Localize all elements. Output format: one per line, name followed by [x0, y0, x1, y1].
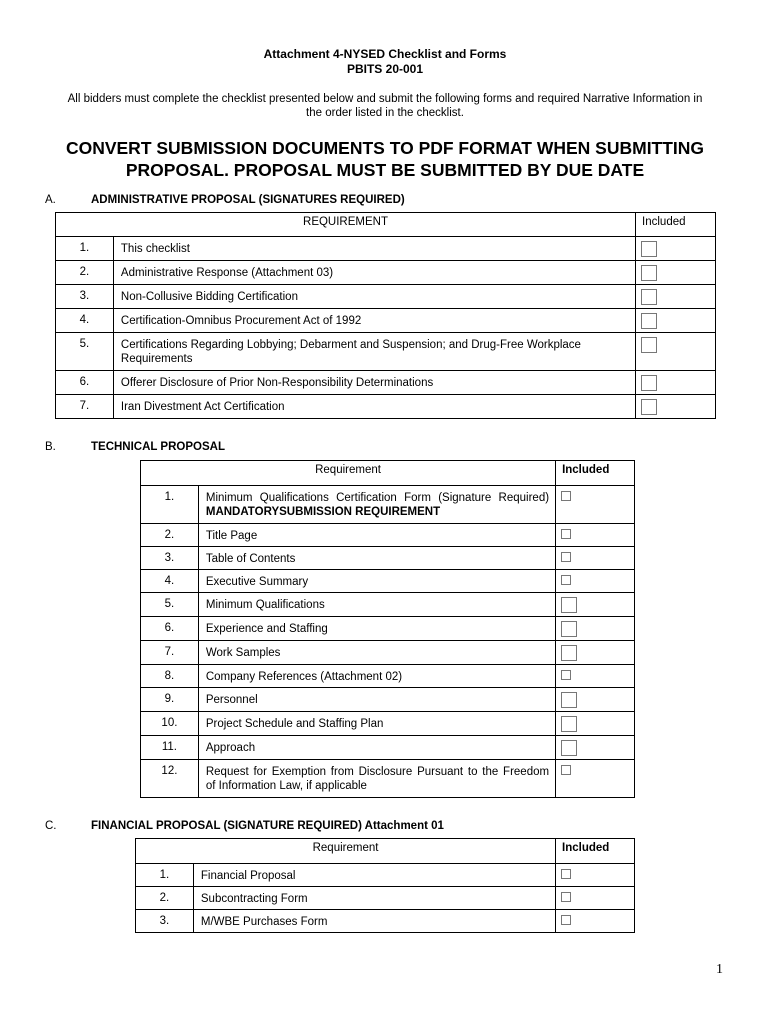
row-requirement: Administrative Response (Attachment 03) [113, 261, 635, 285]
section-a-letter: A. [45, 194, 56, 206]
table-row [56, 285, 716, 309]
table-row [56, 371, 716, 395]
included-checkbox[interactable] [556, 864, 635, 887]
table-row [136, 864, 635, 887]
table-row [141, 547, 635, 570]
included-checkbox[interactable] [636, 237, 716, 261]
row-requirement: Work Samples [198, 641, 555, 665]
checkbox-icon [561, 621, 577, 637]
table-row [56, 237, 716, 261]
checkbox-icon [561, 575, 571, 585]
section-c-letter: C. [45, 820, 57, 832]
row-number: 5. [141, 593, 199, 617]
table-row [141, 524, 635, 547]
checkbox-icon [561, 915, 571, 925]
included-checkbox[interactable] [556, 688, 635, 712]
row-number: 8. [141, 665, 199, 688]
row-number: 3. [136, 910, 194, 933]
row-number: 6. [56, 371, 114, 395]
table-row [141, 641, 635, 665]
table-header-row [136, 839, 635, 864]
checkbox-icon [561, 529, 571, 539]
row-requirement: Non-Collusive Bidding Certification [113, 285, 635, 309]
row-number: 9. [141, 688, 199, 712]
table-row [141, 570, 635, 593]
included-checkbox[interactable] [556, 760, 635, 798]
included-checkbox[interactable] [636, 371, 716, 395]
mandatory-label: MANDATORYSUBMISSION REQUIREMENT [205, 506, 441, 518]
checkbox-icon [561, 597, 577, 613]
row-requirement: M/WBE Purchases Form [193, 910, 555, 933]
included-column-header: Included [636, 213, 716, 237]
section-b-title: TECHNICAL PROPOSAL [91, 441, 225, 453]
requirement-column-header: Requirement [136, 839, 556, 864]
requirement-column-header: REQUIREMENT [56, 213, 636, 237]
table-row [141, 712, 635, 736]
included-checkbox[interactable] [556, 736, 635, 760]
included-column-header: Included [556, 461, 635, 486]
included-checkbox[interactable] [636, 285, 716, 309]
included-checkbox[interactable] [556, 887, 635, 910]
row-number: 1. [136, 864, 194, 887]
checkbox-icon [561, 892, 571, 902]
pdf-format-banner: CONVERT SUBMISSION DOCUMENTS TO PDF FORMAT WHEN SUBMITTING PROPOSAL. PROPOSAL MUST BE SUBMITTED BY DUE DATE [65, 138, 705, 180]
checkbox-icon [561, 765, 571, 775]
row-number: 6. [141, 617, 199, 641]
checkbox-icon [561, 869, 571, 879]
included-checkbox[interactable] [556, 712, 635, 736]
checkbox-icon [561, 716, 577, 732]
table-row [141, 736, 635, 760]
included-checkbox[interactable] [556, 593, 635, 617]
row-requirement: Table of Contents [198, 547, 555, 570]
table-row [141, 688, 635, 712]
row-number: 2. [136, 887, 194, 910]
row-number: 11. [141, 736, 199, 760]
included-column-header: Included [556, 839, 635, 864]
row-requirement [198, 486, 555, 524]
checkbox-icon [641, 375, 657, 391]
row-requirement: Offerer Disclosure of Prior Non-Responsibility Determinations [113, 371, 635, 395]
row-requirement: Personnel [198, 688, 555, 712]
included-checkbox[interactable] [556, 486, 635, 524]
row-requirement: Request for Exemption from Disclosure Pursuant to the Freedom of Information Law, if applicable [198, 760, 555, 798]
checkbox-icon [641, 265, 657, 281]
row-number: 12. [141, 760, 199, 798]
row-number: 7. [56, 395, 114, 419]
row-requirement: Certifications Regarding Lobbying; Debarment and Suspension; and Drug-Free Workplace Requirements [113, 333, 635, 371]
checkbox-icon [561, 692, 577, 708]
row-requirement: Company References (Attachment 02) [198, 665, 555, 688]
included-checkbox[interactable] [556, 524, 635, 547]
row-requirement: Subcontracting Form [193, 887, 555, 910]
row-number: 7. [141, 641, 199, 665]
table-row [141, 665, 635, 688]
checkbox-icon [561, 491, 571, 501]
row-number: 3. [141, 547, 199, 570]
included-checkbox[interactable] [636, 261, 716, 285]
financial-checklist-table [135, 838, 635, 933]
table-header-row [141, 461, 635, 486]
row-requirement: Project Schedule and Staffing Plan [198, 712, 555, 736]
checkbox-icon [561, 552, 571, 562]
included-checkbox[interactable] [556, 910, 635, 933]
table-row [141, 617, 635, 641]
row-requirement: This checklist [113, 237, 635, 261]
technical-checklist-table [140, 460, 635, 798]
row-requirement: Experience and Staffing [198, 617, 555, 641]
table-header-row [56, 213, 716, 237]
row-number: 4. [56, 309, 114, 333]
row-number: 2. [56, 261, 114, 285]
table-row [56, 395, 716, 419]
checkbox-icon [561, 670, 571, 680]
checkbox-icon [641, 289, 657, 305]
table-row [141, 760, 635, 798]
row-requirement: Certification-Omnibus Procurement Act of 1992 [113, 309, 635, 333]
checkbox-icon [641, 241, 657, 257]
page-number: 1 [716, 962, 723, 977]
included-checkbox[interactable] [636, 395, 716, 419]
requirement-column-header: Requirement [141, 461, 556, 486]
table-row [141, 593, 635, 617]
table-row [56, 261, 716, 285]
table-row [136, 887, 635, 910]
row-number: 5. [56, 333, 114, 371]
row-number: 10. [141, 712, 199, 736]
row-requirement: Iran Divestment Act Certification [113, 395, 635, 419]
included-checkbox[interactable] [556, 617, 635, 641]
included-checkbox[interactable] [556, 641, 635, 665]
checkbox-icon [561, 645, 577, 661]
table-row [141, 486, 635, 524]
included-checkbox[interactable] [636, 333, 716, 371]
row-number: 3. [56, 285, 114, 309]
row-requirement: Approach [198, 736, 555, 760]
header-line-1: Attachment 4-NYSED Checklist and Forms [263, 47, 507, 61]
row-number: 4. [141, 570, 199, 593]
row-requirement: Minimum Qualifications [198, 593, 555, 617]
checkbox-icon [561, 740, 577, 756]
checkbox-icon [641, 399, 657, 415]
row-number: 1. [141, 486, 199, 524]
row-number: 2. [141, 524, 199, 547]
section-a-title: ADMINISTRATIVE PROPOSAL (SIGNATURES REQUIRED) [91, 194, 405, 206]
row-requirement: Financial Proposal [193, 864, 555, 887]
included-checkbox[interactable] [636, 309, 716, 333]
row-requirement: Title Page [198, 524, 555, 547]
header-line-2: PBITS 20-001 [346, 62, 424, 76]
table-row [56, 333, 716, 371]
section-b-letter: B. [45, 441, 56, 453]
requirement-text: Minimum Qualifications Certification Form (Signature Required) [205, 492, 550, 504]
section-c-title: FINANCIAL PROPOSAL (SIGNATURE REQUIRED) Attachment 01 [91, 820, 444, 832]
checkbox-icon [641, 337, 657, 353]
administrative-checklist-table [55, 212, 716, 419]
row-requirement: Executive Summary [198, 570, 555, 593]
included-checkbox[interactable] [556, 665, 635, 688]
table-row [136, 910, 635, 933]
checkbox-icon [641, 313, 657, 329]
table-row [56, 309, 716, 333]
included-checkbox[interactable] [556, 547, 635, 570]
included-checkbox[interactable] [556, 570, 635, 593]
row-number: 1. [56, 237, 114, 261]
intro-text: All bidders must complete the checklist presented below and submit the following forms and required Narrative Information in the order listed in the checklist. [67, 93, 703, 119]
document-header [0, 47, 770, 77]
